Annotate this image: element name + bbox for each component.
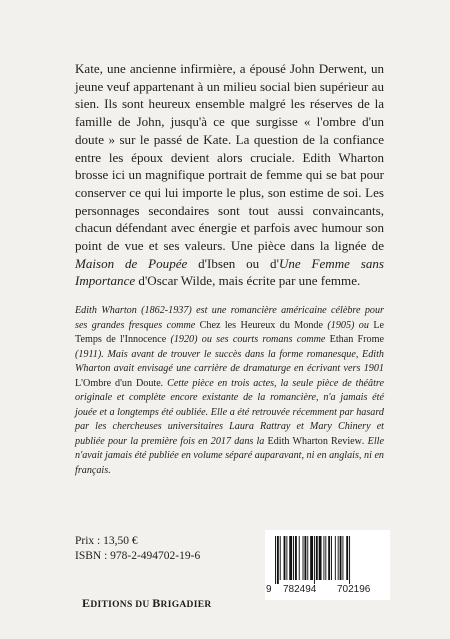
isbn-barcode — [265, 530, 390, 600]
journal-edith-wharton-review: Edith Wharton Review — [267, 435, 362, 447]
title-le-temps-de-l-innocence: Le Temps de l'Innocence — [75, 319, 384, 346]
price-label: Prix : 13,50 € — [75, 535, 138, 547]
publisher-name — [82, 596, 212, 611]
title-maison-de-poupee: Maison de Poupée — [75, 255, 188, 271]
barcode-bar — [319, 536, 322, 580]
publisher-word: DITIONS DU — [90, 600, 153, 610]
barcode-bar — [316, 536, 318, 580]
barcode-bar — [304, 536, 306, 580]
barcode-bar — [349, 536, 350, 584]
barcode-bar — [335, 536, 336, 580]
barcode-bar — [325, 536, 326, 580]
barcode-bar — [310, 536, 313, 580]
isbn-label: ISBN : 978-2-494702-19-6 — [75, 550, 201, 562]
summary-text: Kate, une ancienne infirmière, a épousé John Derwent, un jeune veuf appartenant à un milieu social bien supérieur au sien. Ils sont heureux ensemble malgré les réserves de la famille de John, jusqu'à ce que surgisse « l'ombre d'un doute » sur le passé de Kate. La question de la confiance entre les époux devient alors cruciale. Edith Wharton brosse ici un magnifique portrait de femme qui se bat pour conserver ce qui lui importe le plus, son estime de soi. Les personnages secondaires sont tout aussi convaincants, chacun défendant avec énergie et parfois avec humour son point de vue et ses valeurs. Une pièce dans la lignée de — [75, 61, 384, 254]
barcode-bar — [303, 536, 304, 580]
barcode-bar — [299, 536, 300, 580]
bio-text: . Cette pièce en trois actes, la seule pièce de théâtre originale et complète encore existante de la romancière, n'a jamais été jouée et a longtemps été oubliée. Elle a été retrouvée récemment par hasard par les chercheuses universitaires Laura Rattray et Mary Chinery et publiée pour la première fois en 2017 dans la — [75, 377, 384, 447]
title-chez-les-heureux-du-monde: Chez les Heureux du Monde — [199, 319, 323, 331]
barcode-bar — [295, 536, 297, 580]
publisher-word: RIGADIER — [160, 600, 212, 610]
bio-text: (1920) ou ses courts romans comme — [166, 334, 330, 346]
publisher-initial: E — [82, 596, 91, 610]
summary-text: d'Ibsen ou d' — [187, 255, 279, 271]
barcode-bar — [286, 536, 287, 580]
barcode-digits-right: 702196 — [337, 584, 371, 595]
barcode-bar — [323, 536, 324, 580]
summary-paragraph — [75, 60, 384, 290]
barcode-digits-left: 782494 — [283, 584, 317, 595]
bio-text: Edith Wharton (1862-1937) est une romancière américaine célèbre pour ses grandes fresques comme — [75, 305, 384, 331]
author-bio-paragraph — [75, 304, 384, 479]
bio-text: (1911). Mais avant de trouver le succès dans la forme romanesque, Edith Wharton avait envisagé une carrière de dramaturge en écrivant vers 1901 — [75, 348, 384, 375]
barcode-bar — [331, 536, 332, 580]
barcode-bar — [307, 536, 308, 580]
barcode-bar — [340, 536, 342, 580]
summary-text: d'Oscar Wilde, mais écrite par une femme. — [135, 273, 361, 289]
barcode-bar — [346, 536, 348, 580]
barcode-bar — [275, 536, 276, 584]
barcode-bar — [293, 536, 294, 580]
barcode-bar — [342, 536, 343, 580]
barcode-bar — [328, 536, 330, 580]
title-une-femme-sans-importance: Une Femme sans Importance — [75, 255, 384, 289]
title-ethan-frome: Ethan Frome — [329, 334, 384, 346]
barcode-bar — [277, 536, 279, 584]
publisher-initial: B — [152, 596, 161, 610]
barcode-bar — [280, 536, 281, 580]
barcode-bar — [314, 536, 315, 584]
barcode-bars — [273, 536, 385, 584]
barcode-bar — [284, 536, 286, 580]
barcode-bar — [289, 536, 292, 580]
barcode-bar — [338, 536, 339, 580]
title-l-ombre-d-un-doute: L'Ombre d'un Doute — [75, 377, 161, 389]
bio-text: . Elle n'avait jamais été publiée en volume séparé auparavant, ni en anglais, ni en français. — [75, 435, 384, 477]
bio-text: (1905) ou — [322, 319, 374, 331]
barcode-digit-lead: 9 — [266, 584, 272, 595]
